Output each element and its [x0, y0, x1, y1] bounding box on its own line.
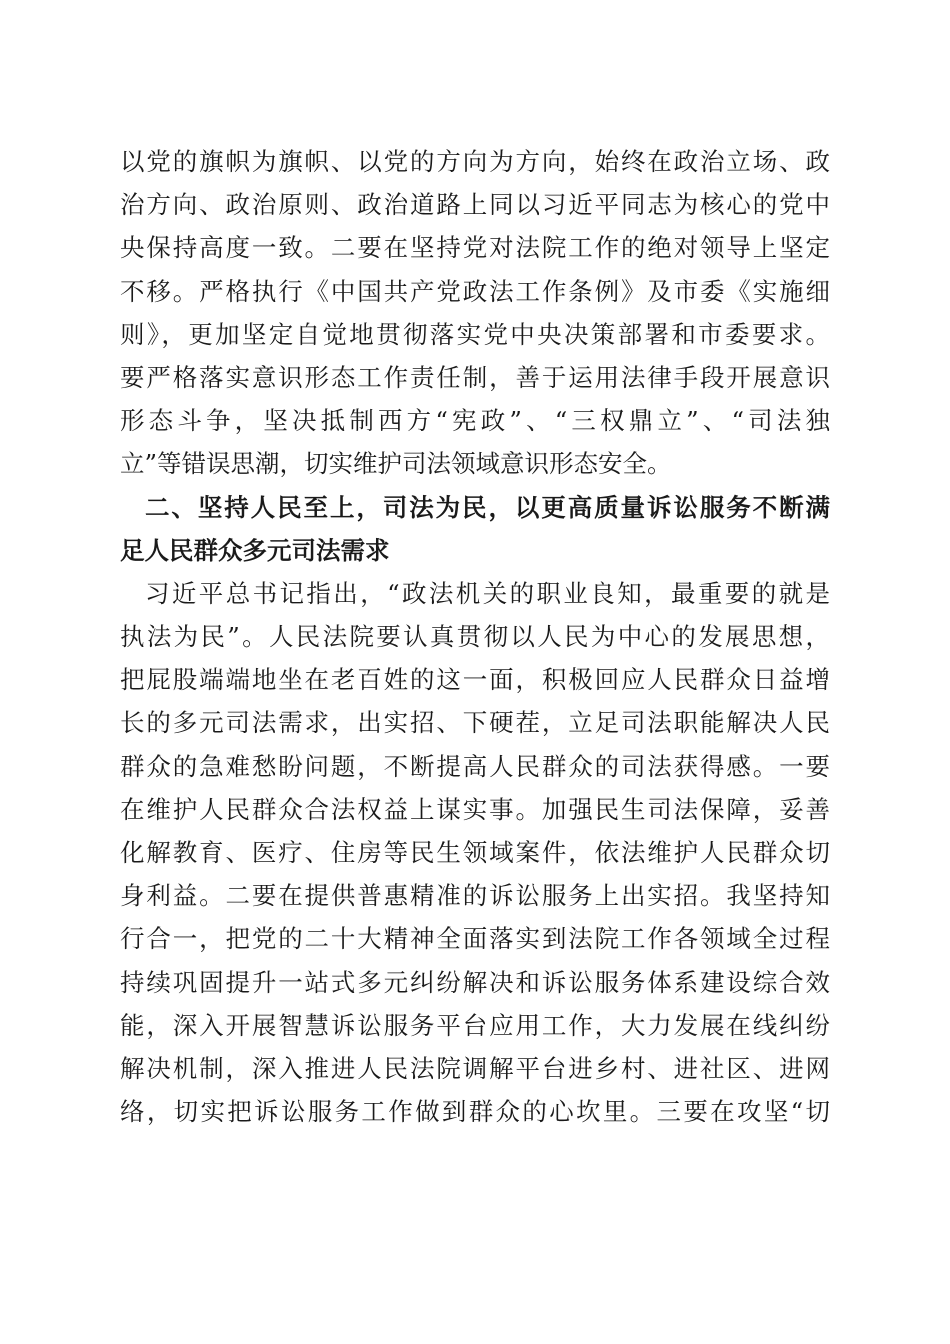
paragraph-party-leadership [120, 140, 830, 486]
text-line: 在维护人民群众合法权益上谋实事。加强民生司法保障，妥善 [120, 794, 830, 824]
text-line: 不移。严格执行《中国共产党政法工作条例》及市委《实施细 [120, 276, 830, 306]
heading-line: 二、坚持人民至上，司法为民，以更高质量诉讼服务不断满 [145, 492, 830, 522]
text-line: 把屁股端端地坐在老百姓的这一面，积极回应人民群众日益增 [120, 665, 830, 695]
text-line: 央保持高度一致。二要在坚持党对法院工作的绝对领导上坚定 [120, 233, 830, 263]
text-line: 解决机制，深入推进人民法院调解平台进乡村、进社区、进网 [120, 1053, 830, 1083]
text-line: 能，深入开展智慧诉讼服务平台应用工作，大力发展在线纠纷 [120, 1010, 830, 1040]
text-line: 长的多元司法需求，出实招、下硬茬，立足司法职能解决人民 [120, 708, 830, 738]
text-line: 持续巩固提升一站式多元纠纷解决和诉讼服务体系建设综合效 [120, 967, 830, 997]
text-line: 络，切实把诉讼服务工作做到群众的心坎里。三要在攻坚“切 [120, 1097, 830, 1127]
heading-line: 足人民群众多元司法需求 [120, 535, 390, 565]
text-line: 行合一，把党的二十大精神全面落实到法院工作各领域全过程 [120, 924, 830, 954]
text-line: 形态斗争，坚决抵制西方“宪政”、“三权鼎立”、“司法独 [120, 406, 830, 436]
text-line: 立”等错误思潮，切实维护司法领域意识形态安全。 [120, 449, 672, 479]
text-line: 习近平总书记指出，“政法机关的职业良知，最重要的就是 [145, 578, 830, 608]
document-page [120, 140, 830, 1133]
text-line: 执法为民”。人民法院要认真贯彻以人民为中心的发展思想， [120, 622, 830, 652]
text-line: 要严格落实意识形态工作责任制，善于运用法律手段开展意识 [120, 362, 830, 392]
text-line: 则》，更加坚定自觉地贯彻落实党中央决策部署和市委要求。 [120, 319, 830, 349]
text-line: 治方向、政治原则、政治道路上同以习近平同志为核心的党中 [120, 190, 830, 220]
text-line: 群众的急难愁盼问题，不断提高人民群众的司法获得感。一要 [120, 751, 830, 781]
text-line: 身利益。二要在提供普惠精准的诉讼服务上出实招。我坚持知 [120, 881, 830, 911]
text-line: 化解教育、医疗、住房等民生领域案件，依法维护人民群众切 [120, 838, 830, 867]
paragraph-people-centered [120, 572, 830, 1133]
text-line: 以党的旗帜为旗帜、以党的方向为方向，始终在政治立场、政 [120, 147, 830, 176]
section-heading [120, 486, 830, 572]
